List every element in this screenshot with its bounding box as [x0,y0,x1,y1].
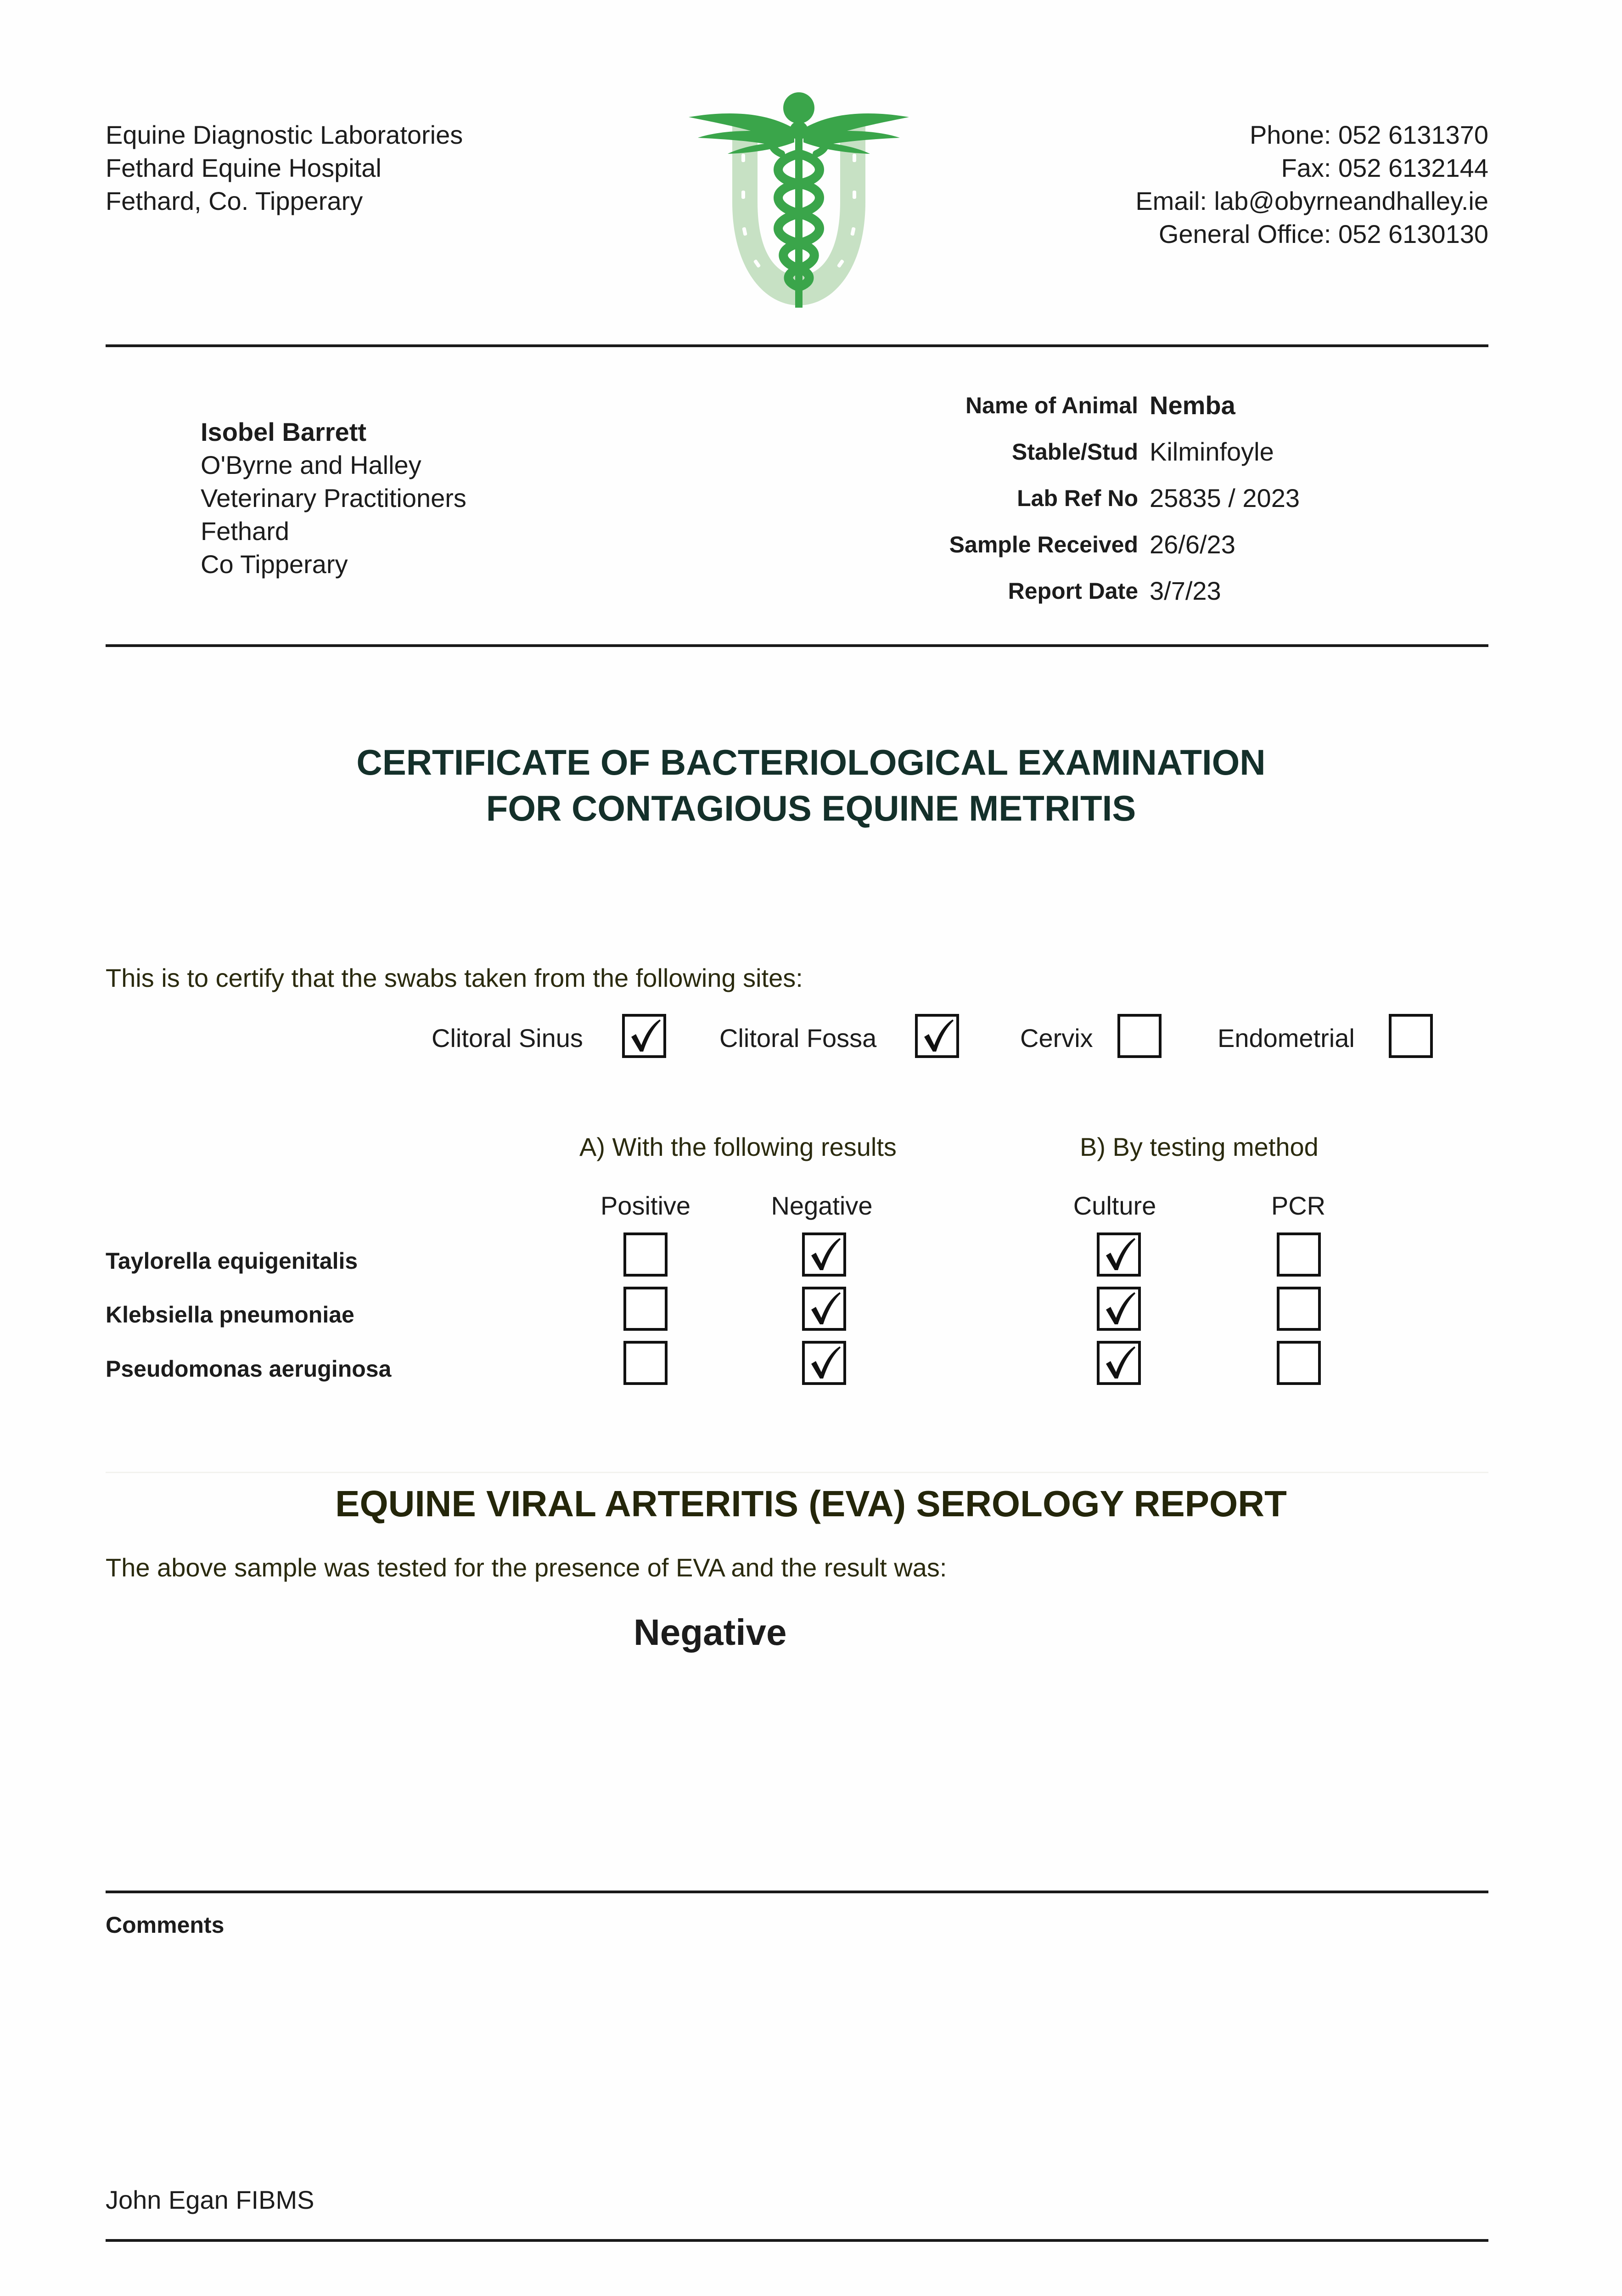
sample-received-label: Sample Received [949,532,1138,557]
animal-name-row [0,389,1622,422]
site-label-clitoral-fossa: Clitoral Fossa [719,1024,877,1052]
checkmark-icon [625,1017,663,1055]
divider [106,644,1488,647]
organism-label-pseudomonas: Pseudomonas aeruginosa [106,1356,392,1382]
lab-address-line: Fethard Equine Hospital [106,153,382,182]
method-checkbox-pcr[interactable] [1277,1341,1321,1385]
lab-ref-label: Lab Ref No [1017,485,1138,511]
sample-received-row [0,528,1622,561]
eva-report-title: EQUINE VIRAL ARTERITIS (EVA) SEROLOGY REPORT [335,1483,1287,1524]
method-checkbox-culture[interactable] [1097,1287,1141,1331]
column-header-positive: Positive [600,1191,691,1220]
section-a-heading: A) With the following results [579,1132,897,1161]
checkmark-icon [805,1289,843,1328]
certificate-title [0,739,1622,831]
divider [106,1891,1488,1893]
site-label-endometrial: Endometrial [1218,1024,1355,1052]
certificate-title-line: CERTIFICATE OF BACTERIOLOGICAL EXAMINATION [356,742,1266,782]
section-b-heading: B) By testing method [1080,1132,1319,1161]
organism-label-taylorella: Taylorella equigenitalis [106,1248,358,1274]
site-checkbox-endometrial[interactable] [1389,1014,1433,1058]
stable-row [0,435,1622,468]
checkmark-icon [1100,1235,1138,1274]
recipient-line: Veterinary Practitioners [201,484,466,512]
method-checkbox-pcr[interactable] [1277,1232,1321,1277]
certificate-title-line: FOR CONTAGIOUS EQUINE METRITIS [486,788,1136,828]
lab-ref-row [0,482,1622,515]
column-header-culture: Culture [1073,1191,1156,1220]
site-checkbox-cervix[interactable] [1117,1014,1162,1058]
caduceus-horseshoe-logo [661,85,937,315]
eva-statement: The above sample was tested for the presence of EVA and the result was: [106,1553,947,1582]
site-label-cervix: Cervix [1020,1024,1093,1052]
checkmark-icon [1100,1344,1138,1382]
lab-general-office: General Office: 052 6130130 [1158,219,1488,248]
eva-result: Negative [634,1612,787,1653]
checkmark-icon [1100,1289,1138,1328]
animal-name-value: Nemba [1150,391,1235,420]
signatory-name: John Egan FIBMS [106,2185,314,2214]
lab-address [106,118,463,218]
site-checkbox-clitoral-fossa[interactable] [915,1014,959,1058]
divider [106,2239,1488,2242]
animal-name-label: Name of Animal [965,393,1138,418]
result-checkbox-positive[interactable] [623,1341,668,1385]
column-header-negative: Negative [771,1191,873,1220]
lab-email: Email: lab@obyrneandhalley.ie [1135,186,1488,215]
result-checkbox-positive[interactable] [623,1232,668,1277]
result-checkbox-negative[interactable] [802,1287,846,1331]
result-checkbox-negative[interactable] [802,1341,846,1385]
checkmark-icon [805,1235,843,1274]
divider [106,344,1488,347]
method-checkbox-culture[interactable] [1097,1341,1141,1385]
lab-phone: Phone: 052 6131370 [1249,120,1488,149]
stable-label: Stable/Stud [1011,439,1138,465]
result-checkbox-negative[interactable] [802,1232,846,1277]
stable-value: Kilminfoyle [1150,437,1274,466]
lab-address-line: Fethard, Co. Tipperary [106,186,363,215]
organism-label-klebsiella: Klebsiella pneumoniae [106,1302,354,1328]
lab-ref-value: 25835 / 2023 [1150,484,1300,512]
comments-label: Comments [106,1912,224,1938]
site-checkbox-clitoral-sinus[interactable] [622,1014,666,1058]
checkmark-icon [918,1017,956,1055]
method-checkbox-pcr[interactable] [1277,1287,1321,1331]
report-date-value: 3/7/23 [1150,576,1221,605]
method-checkbox-culture[interactable] [1097,1232,1141,1277]
report-date-row [0,574,1622,608]
lab-fax: Fax: 052 6132144 [1281,153,1488,182]
sample-received-value: 26/6/23 [1150,530,1235,559]
certification-intro: This is to certify that the swabs taken from the following sites: [106,963,803,992]
report-date-label: Report Date [1008,578,1138,604]
result-checkbox-positive[interactable] [623,1287,668,1331]
column-header-pcr: PCR [1271,1191,1326,1220]
site-label-clitoral-sinus: Clitoral Sinus [432,1024,583,1052]
recipient-name: Isobel Barrett [201,417,366,446]
lab-contact-details [1135,118,1488,251]
divider [106,1472,1488,1473]
recipient-line: Fethard [201,517,289,546]
lab-address-line: Equine Diagnostic Laboratories [106,120,463,149]
recipient-line: O'Byrne and Halley [201,450,421,479]
recipient-line: Co Tipperary [201,550,348,579]
checkmark-icon [805,1344,843,1382]
